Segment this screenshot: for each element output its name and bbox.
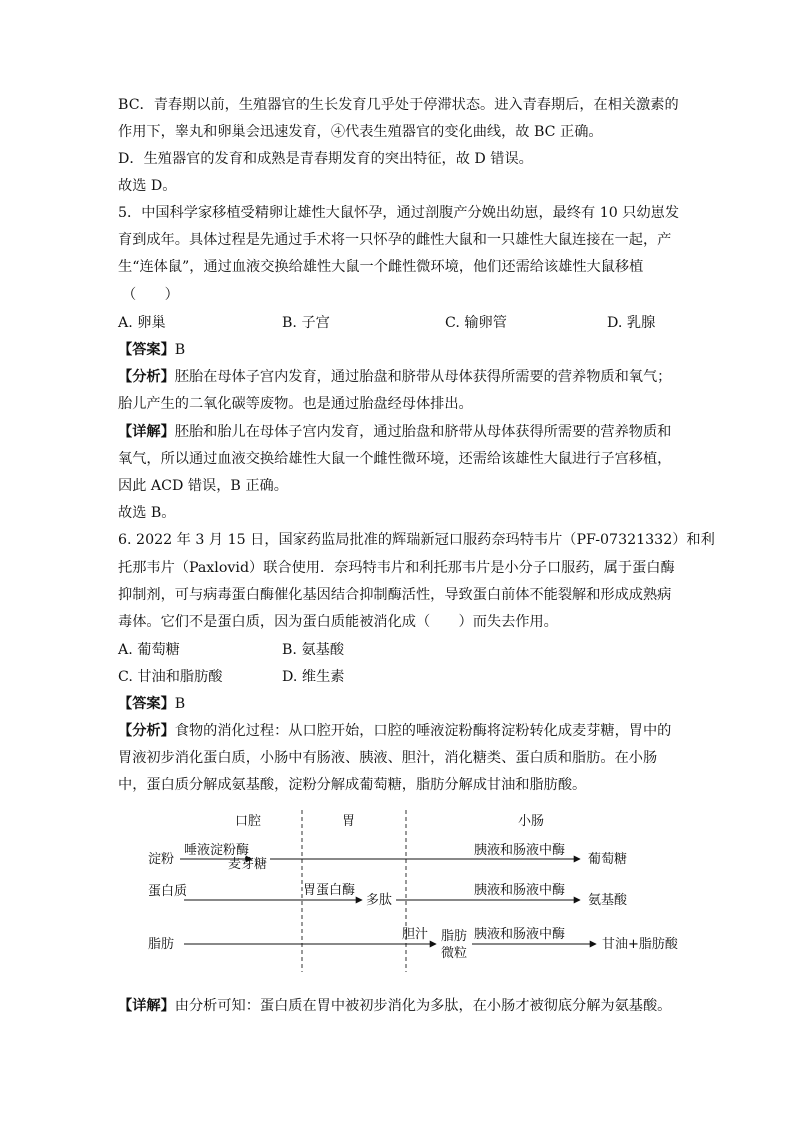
- answer-value: B: [174, 342, 186, 358]
- q6-analysis: 胃液初步消化蛋白质，小肠中有肠液、胰液、胆汁，消化糖类、蛋白质和脂肪。在小肠: [118, 750, 658, 766]
- q6-stem: 托那韦片（Paxlovid）联合使用．奈玛特韦片和利托那韦片是小分子口服药，属于蛋白酶: [118, 560, 675, 576]
- analysis-text: 食物的消化过程：从口腔开始，口腔的唾液淀粉酶将淀粉转化成麦芽糖，胃中的: [174, 723, 672, 739]
- q5-conclusion: 故选 B。: [118, 505, 176, 521]
- detail-text: 由分析可知：蛋白质在胃中被初步消化为多肽，在小肠才被彻底分解为氨基酸。: [174, 998, 672, 1014]
- starch-middle: 麦芽糖: [228, 857, 268, 872]
- q5-option-d: D. 乳腺: [607, 315, 656, 331]
- q6-stem: 抑制剂，可与病毒蛋白酶催化基因结合抑制酶活性，导致蛋白前体不能裂解和形成成熟病: [118, 587, 672, 603]
- q5-detail: [118, 422, 671, 442]
- fat-middle1: 脂肪: [441, 929, 468, 944]
- text-line: BC．青春期以前，生殖器官的生长发育几乎处于停滞状态。进入青春期后，在相关激素的: [118, 97, 679, 113]
- answer-tag: 【答案】: [118, 696, 175, 712]
- q6-analysis: 中，蛋白质分解成氨基酸，淀粉分解成葡萄糖，脂肪分解成甘油和脂肪酸。: [118, 777, 587, 793]
- detail-tag: 【详解】: [118, 998, 175, 1014]
- answer-tag: 【答案】: [118, 342, 175, 358]
- q5-stem: 生“连体鼠”，通过血液交换给雄性大鼠一个雌性微环境，他们还需给该雄性大鼠移植: [118, 259, 644, 275]
- q5-analysis: 胎儿产生的二氧化碳等废物。也是通过胎盘经母体排出。: [118, 396, 473, 412]
- q6-stem: 毒体。它们不是蛋白质，因为蛋白质能被消化成（ ）而失去作用。: [118, 614, 558, 630]
- header-mouth: 口腔: [235, 814, 262, 829]
- q5-answer: [118, 340, 185, 360]
- header-intestine: 小肠: [518, 814, 545, 829]
- fat-middle2: 微粒: [441, 946, 468, 961]
- protein-product: 氨基酸: [588, 893, 628, 908]
- starch-label: 淀粉: [148, 852, 175, 867]
- protein-middle: 多肽: [366, 893, 393, 908]
- fat-product: 甘油+脂肪酸: [602, 937, 678, 952]
- starch-product: 葡萄糖: [588, 852, 628, 867]
- starch-enzyme2: 胰液和肠液中酶: [474, 843, 566, 858]
- q5-stem: 5．中国科学家移植受精卵让雄性大鼠怀孕，通过剖腹产分娩出幼崽，最终有 10 只幼崽发: [118, 205, 680, 221]
- starch-enzyme1: 唾液淀粉酶: [184, 843, 250, 858]
- detail-text: 胚胎和胎儿在母体子宫内发育，通过胎盘和脐带从母体获得所需要的营养物质和: [174, 424, 672, 440]
- protein-enzyme2: 胰液和肠液中酶: [474, 883, 566, 898]
- analysis-tag: 【分析】: [118, 723, 175, 739]
- detail-tag: 【详解】: [118, 424, 175, 440]
- text-line: D．生殖器官的发育和成熟是青春期发育的突出特征，故 D 错误。: [118, 151, 533, 167]
- q6-stem: 6. 2022 年 3 月 15 日，国家药监局批准的辉瑞新冠口服药奈玛特韦片（PF-07321332）和利: [118, 532, 715, 548]
- q5-option-b: B. 子宫: [282, 315, 330, 331]
- q5-analysis: [118, 367, 671, 387]
- answer-value: B: [174, 696, 186, 712]
- analysis-tag: 【分析】: [118, 369, 175, 385]
- q5-detail: 氧气，所以通过血液交换给雄性大鼠一个雌性微环境，还需给该雄性大鼠进行子宫移植，: [118, 451, 672, 467]
- q6-option-c: C. 甘油和脂肪酸: [118, 669, 223, 685]
- q5-option-c: C. 输卵管: [445, 315, 507, 331]
- q6-answer: [118, 694, 185, 714]
- text-line: 故选 D。: [118, 178, 177, 194]
- q5-detail: 因此 ACD 错误，B 正确。: [118, 478, 288, 494]
- digestion-diagram: [140, 808, 680, 978]
- q5-stem: 育到成年。具体过程是先通过手术将一只怀孕的雌性大鼠和一只雄性大鼠连接在一起，产: [118, 232, 672, 248]
- fat-enzyme2: 胰液和肠液中酶: [474, 927, 566, 942]
- q6-option-d: D. 维生素: [282, 669, 345, 685]
- analysis-text: 胚胎在母体子宫内发育，通过胎盘和脐带从母体获得所需要的营养物质和氧气；: [174, 369, 672, 385]
- fat-enzyme1: 胆汁: [402, 927, 429, 942]
- q6-analysis: [118, 721, 671, 741]
- header-stomach: 胃: [342, 814, 356, 829]
- q6-option-b: B. 氨基酸: [282, 642, 345, 658]
- text-line: 作用下，睾丸和卵巢会迅速发育，④代表生殖器官的变化曲线，故 BC 正确。: [118, 124, 603, 140]
- q6-detail: [118, 996, 671, 1016]
- q6-option-a: A. 葡萄糖: [118, 642, 180, 658]
- fat-label: 脂肪: [148, 937, 175, 952]
- protein-label: 蛋白质: [148, 884, 188, 899]
- protein-enzyme1: 胃蛋白酶: [303, 883, 356, 898]
- q5-blank: （ ）: [122, 287, 179, 303]
- q5-option-a: A. 卵巢: [118, 315, 166, 331]
